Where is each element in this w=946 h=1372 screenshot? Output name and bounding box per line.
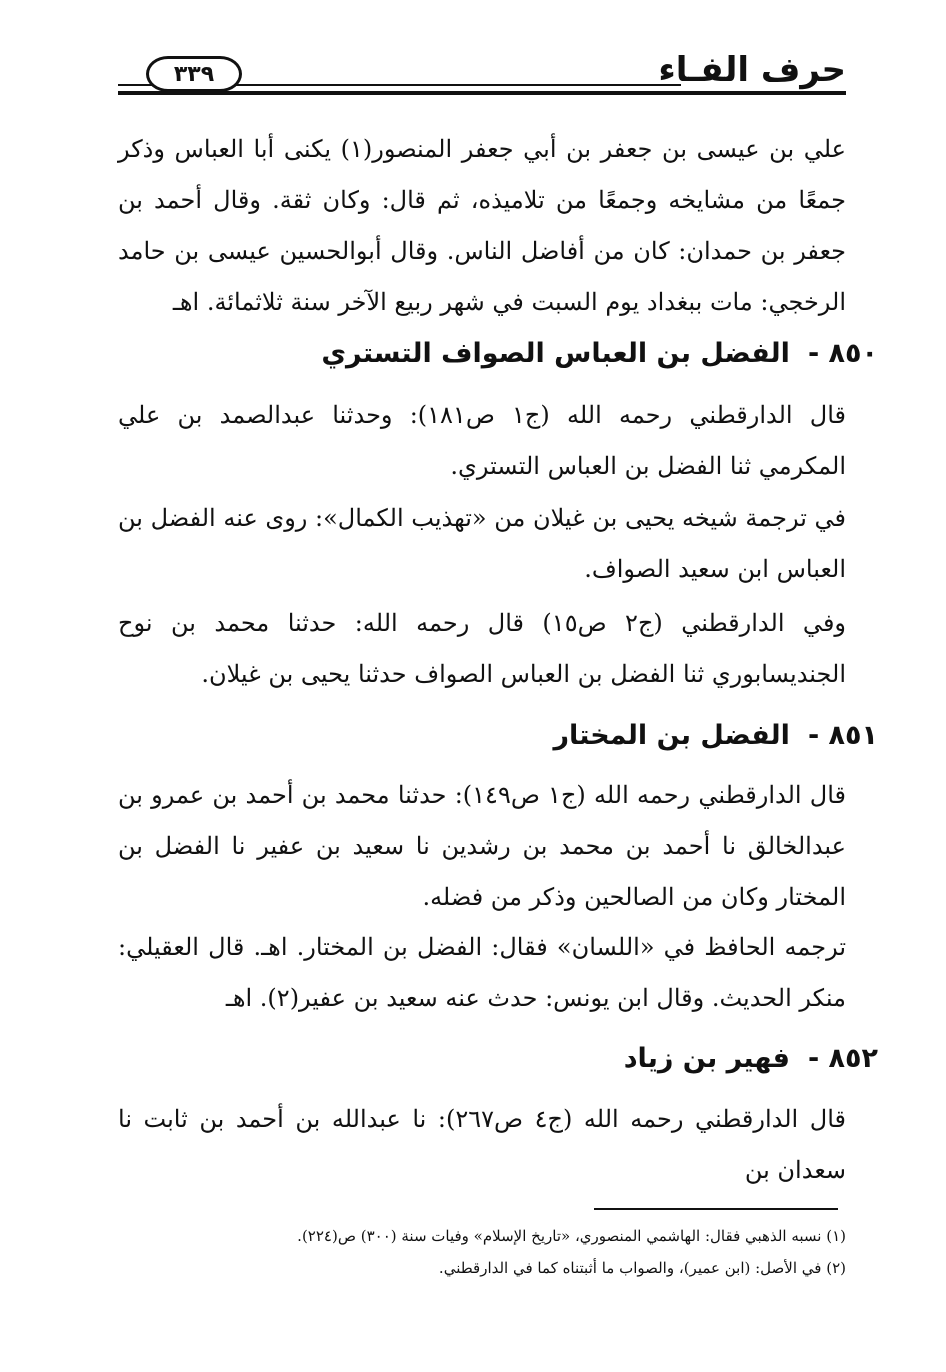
paragraph: في ترجمة شيخه يحيى بن غيلان من «تهذيب الكمال»: روى عنه الفضل بن العباس ابن سعيد الصواف. [118,504,846,583]
entry-number: ٨٥٠ - [807,338,878,369]
paragraph: وفي الدارقطني (ج٢ ص١٥) قال رحمه الله: حدثنا محمد بن نوح الجنديسابوري ثنا الفضل بن العباس الصواف حدثنا يحيى بن غيلان. [118,609,846,688]
entry-title: فهير بن زياد [623,1043,790,1074]
paragraph: قال الدارقطني رحمه الله (ج١ ص١٨١): وحدثنا عبدالصمد بن علي المكرمي ثنا الفضل بن العباس التستري. [118,401,846,480]
footnote-2: (٢) في الأصل: (ابن عمير)، والصواب ما أثبتناه كما في الدارقطني. [438,1259,846,1277]
page-header [118,48,846,100]
entry-title: الفضل بن العباس الصواف التستري [321,338,790,369]
entry-heading-850 [118,338,878,369]
header-rule-thick [118,91,846,95]
entry-heading-851 [118,720,878,751]
paragraph: ترجمه الحافظ في «اللسان» فقال: الفضل بن المختار. اهـ. قال العقيلي: منكر الحديث. وقال ابن يونس: حدث عنه سعيد بن عفير(٢). اهـ [118,933,846,1012]
entry-heading-852 [118,1043,878,1074]
footnote-divider [594,1208,838,1210]
page-number [146,56,242,92]
entry-number: ٨٥٢ - [807,1043,878,1074]
paragraph: قال الدارقطني رحمه الله (ج١ ص١٤٩): حدثنا محمد بن أحمد بن عمرو بن عبدالخالق نا أحمد بن محمد بن رشدين نا سعيد بن عفير نا الفضل بن المختار وكان من الصالحين وذكر من فضله. [118,781,846,911]
entry-title: الفضل بن المختار [553,720,790,751]
chapter-title: حرف الفـاء [658,50,846,90]
footnote-1: (١) نسبه الذهبي فقال: الهاشمي المنصوري، «تاريخ الإسلام» وفيات سنة (٣٠٠) ص(٢٢٤). [297,1227,846,1245]
paragraph: قال الدارقطني رحمه الله (ج٤ ص٢٦٧): نا عبدالله بن أحمد بن ثابت نا سعدان بن [118,1105,847,1184]
entry-number: ٨٥١ - [807,720,878,751]
paragraph-continuation: علي بن عيسى بن جعفر بن أبي جعفر المنصور(١) يكنى أبا العباس وذكر جمعًا من مشايخه وجمعًا من تلاميذه، ثم قال: وكان ثقة. وقال أحمد بن جعفر بن حمدان: كان من أفاضل الناس. وقال أبوالحسين عيسى بن حامد الرخجي: مات ببغداد يوم السبت في شهر ربيع الآخر سنة ثلاثمائة. اهـ [118,135,846,316]
page-number-text: ٣٣٩ [173,61,215,87]
